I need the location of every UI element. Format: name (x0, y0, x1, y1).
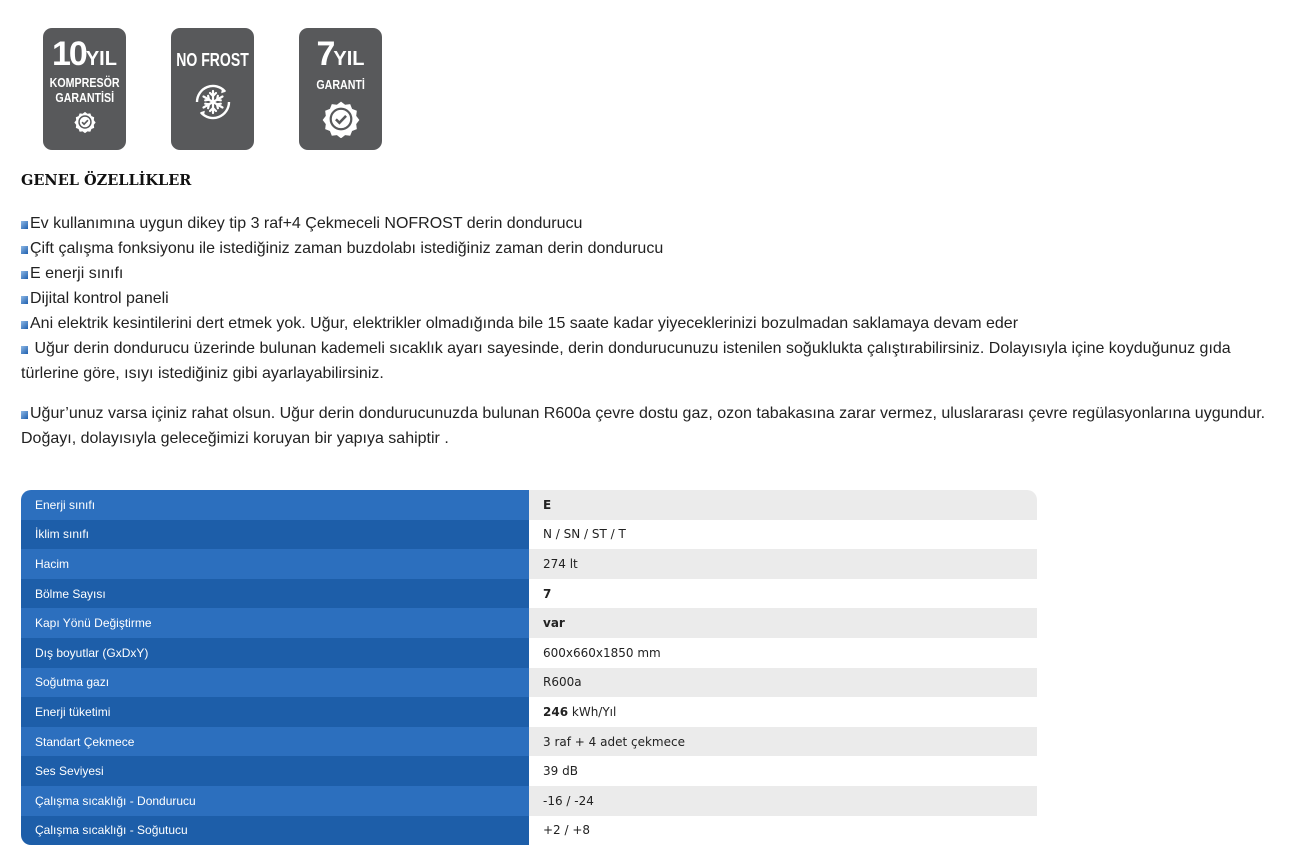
spec-label: Ses Seviyesi (21, 756, 529, 786)
badge-label: NO FROST (176, 50, 249, 70)
bullet-icon (21, 346, 28, 354)
section-heading: GENEL ÖZELLİKLER (21, 172, 192, 189)
check-seal-icon (74, 111, 96, 133)
snowflake-cycle-icon (189, 78, 237, 126)
table-row (21, 697, 1037, 727)
feature-list (21, 211, 1291, 451)
spec-label: Enerji tüketimi (21, 697, 529, 727)
feature-item: E enerji sınıfı (21, 261, 1291, 286)
warranty-10-year-compressor-badge (43, 28, 126, 150)
warranty-7-year-badge (299, 28, 382, 150)
badge-row (43, 28, 382, 150)
spec-value: 600x660x1850 mm (529, 638, 1037, 668)
spec-label: Soğutma gazı (21, 668, 529, 698)
spec-label: Dış boyutlar (GxDxY) (21, 638, 529, 668)
table-row (21, 786, 1037, 816)
spec-label: Çalışma sıcaklığı - Dondurucu (21, 786, 529, 816)
table-row (21, 668, 1037, 698)
feature-item: Ev kullanımına uygun dikey tip 3 raf+4 Çekmeceli NOFROST derin dondurucu (21, 211, 1291, 236)
spec-value: 274 lt (529, 549, 1037, 579)
table-row (21, 579, 1037, 609)
spec-label: Enerji sınıfı (21, 490, 529, 520)
badge-big-text: 10YIL (52, 35, 117, 73)
spec-value: N / SN / ST / T (529, 520, 1037, 550)
spec-value: R600a (529, 668, 1037, 698)
spec-value: var (529, 608, 1037, 638)
feature-item: Dijital kontrol paneli (21, 286, 1291, 311)
feature-item: Uğur derin dondurucu üzerinde bulunan kademeli sıcaklık ayarı sayesinde, derin dondurucunuzu istenilen soğuklukta çalıştırabilirsiniz. Dolayısıyla içine koyduğunuz gıda türlerine göre, ısıyı istediğiniz gibi ayarlayabilirsiniz. (21, 340, 1231, 382)
bullet-icon (21, 411, 28, 419)
no-frost-badge (171, 28, 254, 150)
badge-line: GARANTİ (316, 77, 365, 92)
spec-label: Kapı Yönü Değiştirme (21, 608, 529, 638)
table-row (21, 727, 1037, 757)
table-row (21, 608, 1037, 638)
table-row (21, 816, 1037, 846)
table-row (21, 549, 1037, 579)
feature-item: Ani elektrik kesintilerini dert etmek yok. Uğur, elektrikler olmadığında bile 15 saate kadar yiyeceklerinizi bozulmadan saklamaya devam eder (21, 311, 1291, 336)
spec-label: Bölme Sayısı (21, 579, 529, 609)
spec-label: Çalışma sıcaklığı - Soğutucu (21, 816, 529, 846)
feature-item: Çift çalışma fonksiyonu ile istediğiniz zaman buzdolabı istediğiniz zaman derin dondurucu (21, 236, 1291, 261)
bullet-icon (21, 321, 28, 329)
bullet-icon (21, 246, 28, 254)
feature-item: Uğur’unuz varsa içiniz rahat olsun. Uğur derin dondurucunuzda bulunan R600a çevre dostu gaz, ozon tabakasına zarar vermez, uluslararası çevre regülasyonlarına uygundur. Doğayı, dolayısıyla geleceğimizi koruyan bir yapıya sahiptir . (21, 405, 1266, 447)
spec-value: -16 / -24 (529, 786, 1037, 816)
table-row (21, 756, 1037, 786)
table-row (21, 490, 1037, 520)
badge-big-text: 7YIL (316, 35, 365, 73)
spec-value: E (529, 490, 1037, 520)
check-seal-icon (322, 100, 360, 138)
spec-table (21, 490, 1037, 845)
spec-label: Standart Çekmece (21, 727, 529, 757)
spec-value: 7 (529, 579, 1037, 609)
bullet-icon (21, 221, 28, 229)
spec-label: Hacim (21, 549, 529, 579)
spec-value: +2 / +8 (529, 816, 1037, 846)
bullet-icon (21, 271, 28, 279)
spec-value: 3 raf + 4 adet çekmece (529, 727, 1037, 757)
badge-line: KOMPRESÖR (49, 75, 120, 90)
spec-value: 246 kWh/Yıl (529, 697, 1037, 727)
bullet-icon (21, 296, 28, 304)
spec-label: İklim sınıfı (21, 520, 529, 550)
table-row (21, 638, 1037, 668)
badge-line: GARANTİSİ (55, 90, 114, 105)
table-row (21, 520, 1037, 550)
spec-value: 39 dB (529, 756, 1037, 786)
